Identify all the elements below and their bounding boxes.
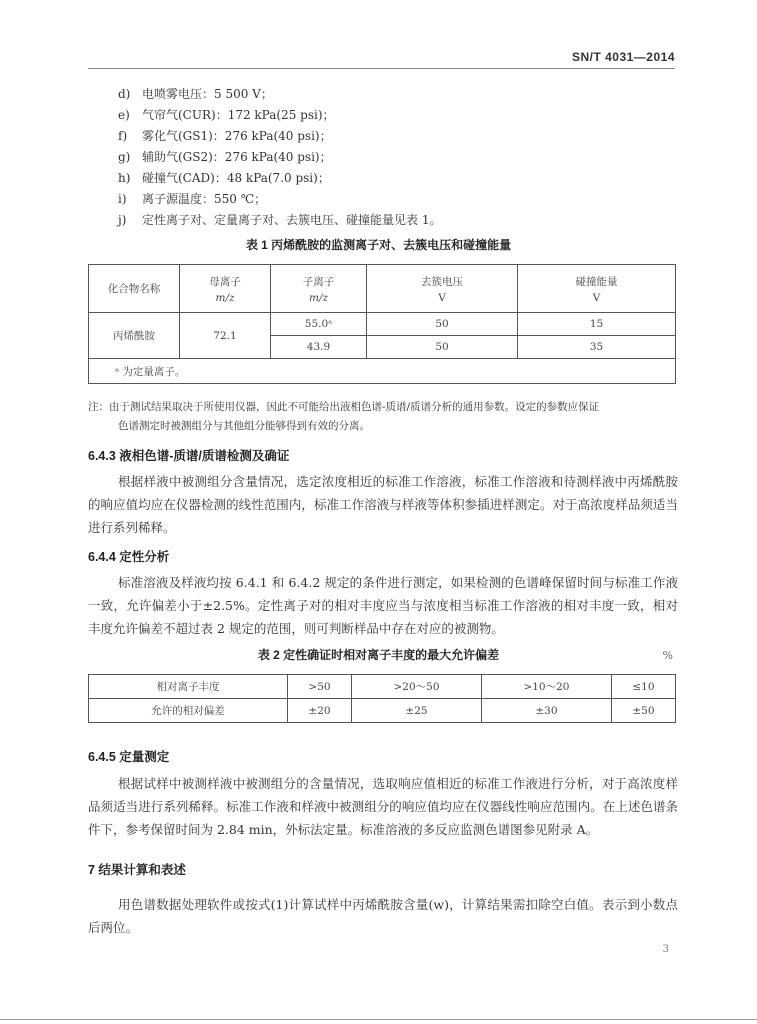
table2-cell: ±20	[288, 699, 352, 723]
table1-ce-cell: 15	[518, 313, 676, 336]
page-number: 3	[662, 944, 669, 955]
param-text: 离子源温度：550 ℃；	[142, 192, 267, 206]
table2-cell: ±50	[611, 699, 675, 723]
param-text: 定性离子对、定量离子对、去簇电压、碰撞能量见表 1。	[142, 213, 442, 227]
document-code: SN/T 4031—2014	[571, 50, 675, 64]
param-key: f)	[118, 129, 128, 143]
note-line-1: 注：由于测试结果取决于所使用仪器，因此不可能给出液相色谱-质谱/质谱分析的通用参数。设定的参数应保证	[88, 401, 600, 413]
table2-cell: >10～20	[481, 675, 611, 699]
param-item-g	[118, 148, 332, 165]
section-6-4-5-text: 根据试样中被测样液中被测组分的含量情况，选取响应值相近的标准工作液进行分析，对于高浓度样品须适当进行系列稀释。标准工作液和样液中被测组分的响应值均应在仪器线性响应范围内。在上述色谱条件下，参考保留时间为 2.84 min，外标法定量。标准溶液的多反应监测色谱图参见附录 A。	[88, 776, 678, 837]
param-item-h	[118, 169, 330, 186]
table1-header-parent	[180, 265, 271, 313]
param-item-f	[118, 127, 332, 144]
header-label: 碰撞能量	[575, 275, 618, 288]
table1-ce-cell: 35	[518, 336, 676, 359]
header-unit: V	[438, 291, 446, 304]
table2-row1-label: 相对离子丰度	[89, 675, 288, 699]
table2-cell: >50	[288, 675, 352, 699]
table2-cell: >20～50	[352, 675, 482, 699]
table1-daughter-cell: 43.9	[271, 336, 367, 359]
param-text: 电喷雾电压：5 500 V；	[142, 87, 273, 101]
table2-row2-label: 允许的相对偏差	[89, 699, 288, 723]
table1-header-ce	[518, 265, 676, 313]
param-item-i	[118, 190, 266, 207]
param-text: 气帘气(CUR)：172 kPa(25 psi)；	[142, 108, 335, 122]
param-text: 辅助气(GS2)：276 kPa(40 psi)；	[142, 150, 332, 164]
table1-dp-cell: 50	[367, 336, 518, 359]
table1-header-compound: 化合物名称	[89, 265, 180, 313]
section-6-4-4-title: 6.4.4 定性分析	[88, 550, 170, 564]
header-rule	[88, 68, 675, 69]
table1-compound-cell: 丙烯酰胺	[89, 313, 180, 359]
table2-cell: ±25	[352, 699, 482, 723]
param-key: j)	[118, 213, 127, 227]
table2-caption: 表 2 定性确证时相对离子丰度的最大允许偏差	[257, 648, 500, 662]
param-key: g)	[118, 150, 131, 164]
table-note	[88, 398, 678, 436]
header-unit: m/z	[215, 291, 235, 304]
param-item-d	[118, 85, 273, 102]
table1-parent-cell: 72.1	[180, 313, 271, 359]
table1-header-dp	[367, 265, 518, 313]
table1-dp-cell: 50	[367, 313, 518, 336]
table2-unit: %	[662, 649, 673, 662]
header-unit: V	[592, 291, 601, 304]
param-key: i)	[118, 192, 127, 206]
param-text: 雾化气(GS1)：276 kPa(40 psi)；	[142, 129, 332, 143]
param-text: 碰撞气(CAD)：48 kPa(7.0 psi)；	[142, 171, 330, 185]
note-line-2: 色谱测定时被测组分与其他组分能够得到有效的分离。	[118, 420, 370, 432]
param-key: h)	[118, 171, 131, 185]
param-item-e	[118, 106, 335, 123]
header-label: 子离子	[302, 275, 335, 288]
param-key: e)	[118, 108, 130, 122]
header-unit: m/z	[308, 291, 329, 304]
section-6-4-5-title: 6.4.5 定量测定	[88, 750, 170, 764]
table1-header-daughter	[271, 265, 367, 313]
param-item-j	[118, 211, 441, 228]
section-6-4-3-text: 根据样液中被测组分含量情况，选定浓度相近的标准工作溶液，标准工作溶液和待测样液中丙烯酰胺的响应值均应在仪器检测的线性范围内，标准工作溶液与样液等体积参插进样测定。对于高浓度样品须适当进行系列稀释。	[88, 474, 678, 535]
table1-daughter-cell: 55.0ᵃ	[271, 313, 367, 336]
section-6-4-4-text: 标准溶液及样液均按 6.4.1 和 6.4.2 规定的条件进行测定，如果检测的色谱峰保留时间与标准工作液一致，允许偏差小于±2.5%。定性离子对的相对丰度应当与浓度相当标准工作溶液的相对丰度一致，相对丰度允许偏差不超过表 2 规定的范围，则可判断样品中存在对应的被测物。	[88, 575, 678, 636]
header-label: 母离子	[209, 275, 241, 288]
section-6-4-3-title: 6.4.3 液相色谱-质谱/质谱检测及确证	[88, 449, 290, 463]
table1-footnote: ᵃ 为定量离子。	[89, 359, 676, 384]
section-7-title: 7 结果计算和表述	[88, 863, 186, 877]
table2-cell: ±30	[481, 699, 611, 723]
section-7-text: 用色谱数据处理软件或按式(1)计算试样中丙烯酰胺含量(w)，计算结果需扣除空白值。表示到小数点后两位。	[88, 897, 678, 935]
table2	[88, 674, 676, 723]
table2-cell: ≤10	[611, 675, 675, 699]
header-label: 去簇电压	[421, 275, 463, 288]
param-key: d)	[118, 87, 131, 101]
scan-edge-line	[0, 1019, 757, 1020]
table1-caption: 表 1 丙烯酰胺的监测离子对、去簇电压和碰撞能量	[245, 238, 512, 252]
table1	[88, 264, 676, 384]
